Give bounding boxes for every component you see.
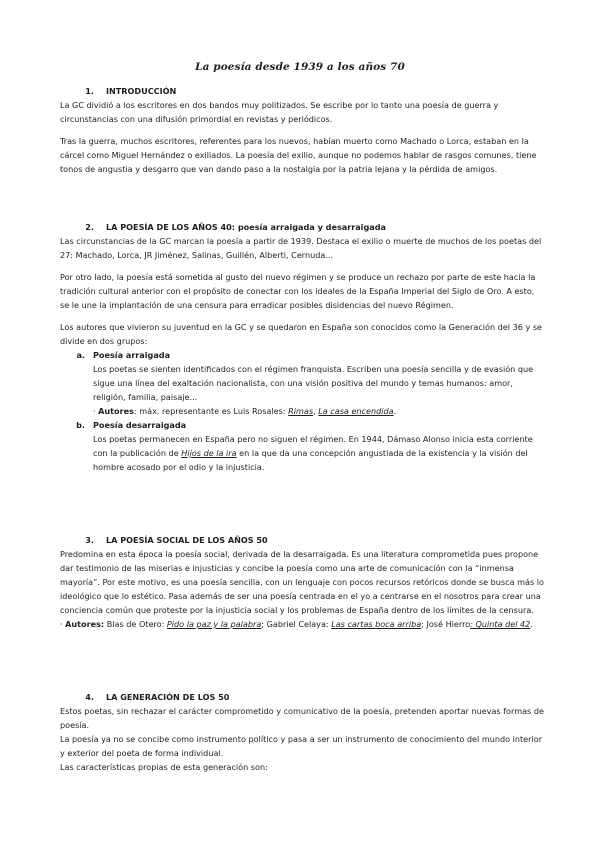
authors-line <box>93 404 546 418</box>
authors-label: Autores: <box>65 619 105 629</box>
work-title: Pido la paz y la palabra <box>166 619 262 629</box>
work-title: : Quinta del 42 <box>470 619 531 629</box>
section-heading <box>60 690 546 704</box>
section-poesia-social <box>60 533 546 631</box>
text: : máx. representante es Luis Rosales: <box>133 406 289 416</box>
text: . <box>393 406 397 416</box>
section-title: LA POESÍA DE LOS AÑOS 40: poesía arraigada y desarraigada <box>106 222 386 232</box>
subsection-letter: b. <box>76 420 85 430</box>
section-title: LA GENERACIÓN DE LOS 50 <box>106 692 230 702</box>
text: . <box>530 619 533 629</box>
text: ; Gabriel Celaya: <box>261 619 332 629</box>
subsection-heading <box>60 418 546 432</box>
section-title: LA POESÍA SOCIAL DE LOS AÑOS 50 <box>106 535 268 545</box>
section-generacion-50 <box>60 690 546 774</box>
subsection-body <box>93 362 546 418</box>
subsection-title: Poesía desarraigada <box>93 420 187 430</box>
section-poesia-40 <box>60 220 546 474</box>
section-number: 3. <box>85 535 94 545</box>
section-heading <box>60 84 546 98</box>
text: ; José Hierro <box>421 619 471 629</box>
paragraph: La GC dividió a los escritores en dos bandos muy politizados. Se escribe por lo tanto una poesía de guerra y circunstancias con una difusión primordial en revistas y periódicos. <box>60 100 499 124</box>
authors-label: Autores <box>98 406 134 416</box>
section-number: 4. <box>85 692 94 702</box>
work-title: Hijos de la ira <box>181 448 237 458</box>
paragraph: Las características propias de esta generación son: <box>60 762 268 772</box>
section-number: 2. <box>85 222 94 232</box>
text: , <box>313 406 319 416</box>
paragraph: Los poetas se sienten identificados con el régimen franquista. Escriben una poesía sencilla y de evasión que sigue una línea del exaltación nacionalista, con una visión positiva del mundo y temas humanos: amor, religión, familia, paisaje... <box>93 364 534 402</box>
section-heading <box>60 220 546 234</box>
paragraph: Las circunstancias de la GC marcan la poesía a partir de 1939. Destaca el exilio o muerte de muchos de los poetas del 27: Machado, Lorca, JR Jiménez, Salinas, Guillén, Alberti, Cernuda... <box>60 236 542 260</box>
subsection-letter: a. <box>76 350 85 360</box>
text: Los poetas permanecen en España pero no siguen el régimen. En 1944, Dámaso Alonso inicia esta corriente con la publicación de <box>93 434 533 458</box>
paragraph: Estos poetas, sin rechazar el carácter comprometido y comunicativo de la poesía, pretenden aportar nuevas formas de poesía. <box>60 706 544 730</box>
paragraph: Los autores que vivieron su juventud en la GC y se quedaron en España son conocidos como la Generación del 36 y se divide en dos grupos: <box>60 322 543 346</box>
paragraph <box>93 432 546 474</box>
section-number: 1. <box>85 86 94 96</box>
work-title: Las cartas boca arriba <box>331 619 422 629</box>
paragraph: Predomina en esta época la poesía social, derivada de la desarraigada. Es una literatura comprometida pues propone dar testimonio de las miserias e injusticias y concibe la poesía como una arte de comunicación con la “inmensa mayoría”. Por este motivo, es una poesía sencilla, con un lenguaje con pocos recursos retóricos donde se busca más lo ideológico que lo estético. Pasa además de ser una poesía centrada en el yo a centrarse en el nosotros para crear una conciencia común que proteste por la injusticia social y los problemas de España dentro de los límites de la censura. <box>60 549 544 615</box>
section-heading <box>60 533 546 547</box>
text: en la que da una concepción angustiada de la existencia y la visión del hombre acosado por el odio y la injusticia. <box>93 448 528 472</box>
subsection-heading <box>60 348 546 362</box>
subsection-body <box>93 432 546 474</box>
section-title: INTRODUCCIÓN <box>106 86 177 96</box>
paragraph: La poesía ya no se concibe como instrumento político y pasa a ser un instrumento de conocimiento del mundo interior y exterior del poeta de forma individual. <box>60 734 543 758</box>
section-introduccion <box>60 84 546 176</box>
bullet: · <box>60 619 66 629</box>
paragraph: Tras la guerra, muchos escritores, referentes para los nuevos, habían muerto como Machado o Lorca, estaban en la cárcel como Miguel Hernández o exiliados. La poesía del exilio, aunque no podemos hablar de rasgos comunes, tiene tonos de angustia y desgarro que van dando paso a la nostalgia por la patria lejana y la pérdida de amigos. <box>60 136 537 174</box>
bullet: · <box>93 406 99 416</box>
text: Blas de Otero: <box>104 619 167 629</box>
work-title: Rimas <box>288 406 314 416</box>
authors-line <box>60 617 546 631</box>
document-title: La poesía desde 1939 a los años 70 <box>195 61 405 73</box>
work-title: La casa encendida <box>318 406 394 416</box>
subsection-title: Poesía arraigada <box>93 350 171 360</box>
paragraph: Por otro lado, la poesía está sometida al gusto del nuevo régimen y se produce un rechazo por parte de este hacia la tradición cultural anterior con el propósito de conectar con los ideales de la España Imperial del Siglo de Oro. A esto, se le une la implantación de una censura para erradicar posibles disidencias del nuevo Régimen. <box>60 272 536 310</box>
